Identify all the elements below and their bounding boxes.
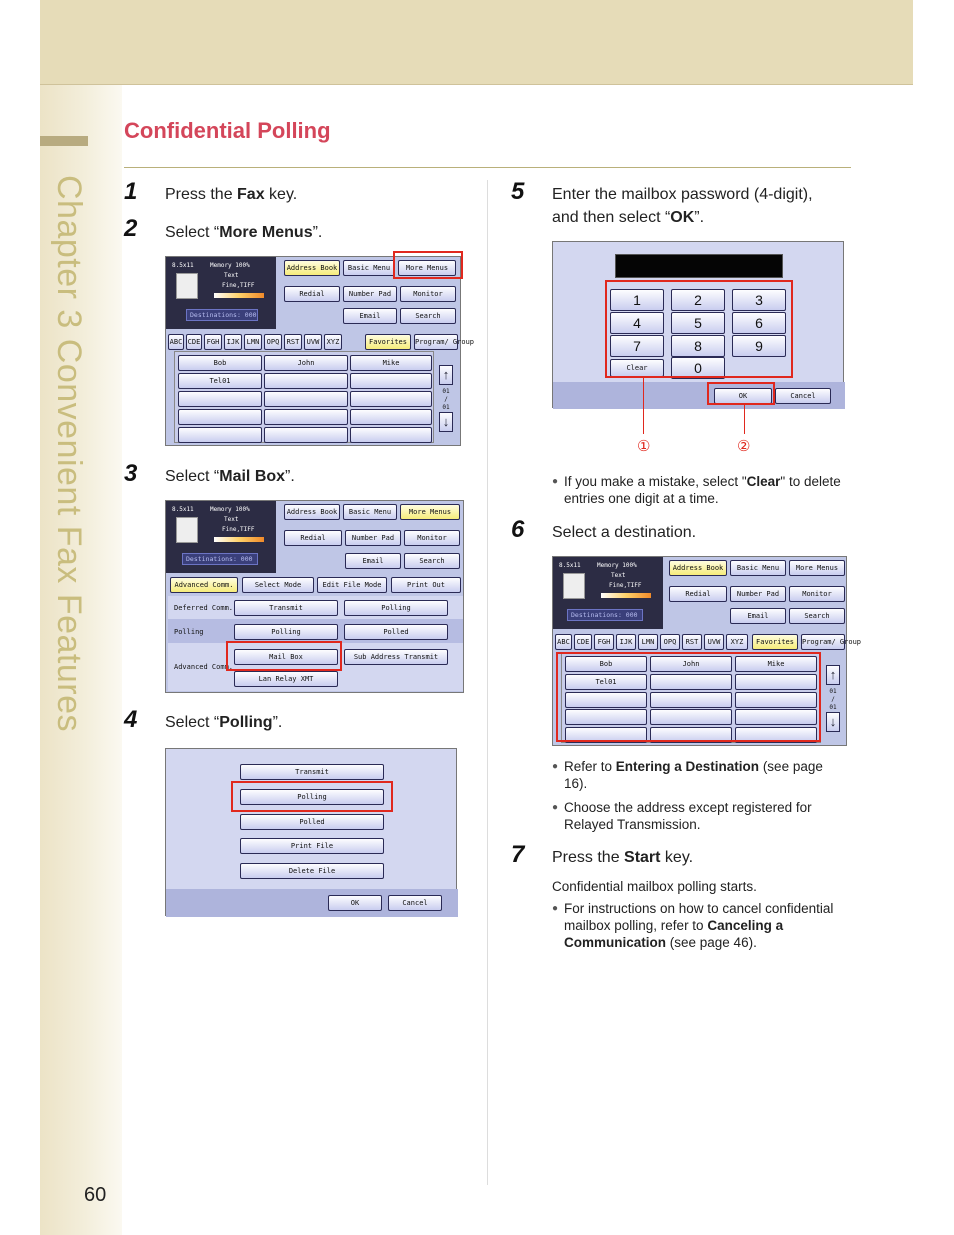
polled-button[interactable]: Polled bbox=[344, 624, 448, 640]
step-3-text bbox=[165, 465, 295, 488]
step-text-part: Press the bbox=[552, 849, 625, 866]
note-clear bbox=[552, 473, 842, 507]
screen-mail-box bbox=[165, 748, 457, 916]
tab-uvw[interactable]: UVW bbox=[704, 634, 724, 650]
contact-john[interactable]: John bbox=[264, 355, 348, 371]
email-button[interactable]: Email bbox=[730, 608, 786, 624]
lan-relay-xmt-button[interactable]: Lan Relay XMT bbox=[234, 671, 338, 687]
contact-empty[interactable] bbox=[350, 391, 432, 407]
highlight-polling bbox=[231, 781, 393, 812]
screen-fax-main bbox=[165, 256, 475, 446]
tab-opq[interactable]: OPQ bbox=[660, 634, 680, 650]
advanced-comm-label: Advanced Comm. bbox=[174, 663, 234, 671]
step-text-part: ”. bbox=[312, 224, 323, 241]
sub-address-transmit-button[interactable]: Sub Address Transmit bbox=[344, 649, 448, 665]
note-key-name: Clear bbox=[746, 474, 781, 489]
number-pad-button[interactable]: Number Pad bbox=[730, 586, 786, 602]
destinations-counter: Destinations: 000 bbox=[186, 309, 258, 321]
contact-john[interactable]: John bbox=[650, 656, 732, 672]
key-5[interactable]: 5 bbox=[671, 312, 725, 334]
ok-button[interactable]: OK bbox=[714, 388, 772, 404]
tab-cde[interactable]: CDE bbox=[574, 634, 592, 650]
callout-line-2 bbox=[744, 405, 745, 434]
step-number: 4 bbox=[124, 706, 138, 733]
contact-empty[interactable] bbox=[264, 391, 348, 407]
step-key-name: Start bbox=[624, 849, 661, 866]
destinations-counter: Destinations: 000 bbox=[567, 609, 643, 621]
page-indicator: 01 / 01 bbox=[442, 388, 450, 411]
step-key-name: OK bbox=[670, 209, 695, 226]
tab-xyz[interactable]: XYZ bbox=[726, 634, 748, 650]
tab-rst[interactable]: RST bbox=[284, 334, 302, 350]
callout-2: ② bbox=[737, 438, 751, 455]
highlight-keypad bbox=[605, 280, 793, 378]
step-text-line: Enter the mailbox password (4-digit), bbox=[552, 186, 813, 203]
title-divider bbox=[124, 167, 851, 168]
key-8[interactable]: 8 bbox=[671, 335, 725, 357]
tab-cde[interactable]: CDE bbox=[186, 334, 202, 350]
step-number: 1 bbox=[124, 178, 138, 205]
note-key-name: Canceling a Communication bbox=[564, 918, 784, 950]
contact-mike[interactable]: Mike bbox=[735, 656, 817, 672]
mail-box-button[interactable]: Mail Box bbox=[234, 649, 338, 665]
contrast-bar bbox=[601, 593, 651, 598]
key-7[interactable]: 7 bbox=[610, 335, 664, 357]
basic-menu-button[interactable]: Basic Menu bbox=[343, 504, 397, 520]
step-text-part: Press the bbox=[165, 186, 238, 203]
contact-tel01[interactable]: Tel01 bbox=[565, 674, 647, 690]
redial-button[interactable]: Redial bbox=[669, 586, 727, 602]
step-4-text bbox=[165, 711, 282, 734]
mailbox-transmit-button[interactable]: Transmit bbox=[240, 764, 384, 780]
note-text: (see page 46). bbox=[666, 935, 757, 950]
ok-button[interactable]: OK bbox=[328, 895, 382, 911]
quality-fine: Fine,TIFF bbox=[222, 282, 255, 289]
note-relayed-transmission: ● Choose the address except registered for Relayed Transmission. bbox=[552, 799, 848, 833]
tab-fgh[interactable]: FGH bbox=[204, 334, 222, 350]
note-text: (see page 16). bbox=[564, 759, 823, 791]
document-icon bbox=[176, 517, 198, 543]
key-1[interactable]: 1 bbox=[610, 289, 664, 311]
quality-text: Text bbox=[224, 272, 239, 279]
tab-ijk[interactable]: IJK bbox=[224, 334, 242, 350]
paper-size: 8.5x11 bbox=[172, 506, 194, 513]
deferred-comm-label: Deferred Comm. bbox=[174, 604, 234, 612]
step-key-name: Fax bbox=[237, 186, 265, 203]
step-key-name: More Menus bbox=[219, 224, 313, 241]
contrast-bar bbox=[214, 293, 264, 298]
polling-label: Polling bbox=[174, 628, 204, 636]
search-button[interactable]: Search bbox=[789, 608, 845, 624]
quality-fine: Fine,TIFF bbox=[222, 526, 255, 533]
memory-status: Memory 100% bbox=[597, 562, 637, 569]
redial-button[interactable]: Redial bbox=[284, 530, 342, 546]
document-icon bbox=[176, 273, 198, 299]
tab-program-group[interactable]: Program/ Group bbox=[801, 634, 845, 650]
highlight-mail-box bbox=[226, 641, 342, 671]
mailbox-polled-button[interactable]: Polled bbox=[240, 814, 384, 830]
note-entering-destination bbox=[552, 758, 848, 792]
more-menus-button[interactable]: More Menus bbox=[400, 504, 460, 520]
redial-button[interactable]: Redial bbox=[284, 286, 340, 302]
tab-select-mode[interactable]: Select Mode bbox=[242, 577, 314, 593]
tab-uvw[interactable]: UVW bbox=[304, 334, 322, 350]
contact-empty[interactable] bbox=[264, 373, 348, 389]
page-number: 60 bbox=[84, 1184, 107, 1206]
scroll-up-icon[interactable]: ↑ bbox=[826, 665, 840, 685]
highlight-ok bbox=[707, 382, 775, 405]
document-icon bbox=[563, 573, 585, 599]
clear-key[interactable]: Clear bbox=[610, 359, 664, 377]
tab-ijk[interactable]: IJK bbox=[616, 634, 636, 650]
note-cancel-instructions bbox=[552, 900, 842, 951]
step-key-name: Mail Box bbox=[219, 468, 286, 485]
step-number: 2 bbox=[124, 215, 138, 242]
quality-text: Text bbox=[224, 516, 239, 523]
step-number: 3 bbox=[124, 460, 138, 487]
tab-lmn[interactable]: LMN bbox=[244, 334, 262, 350]
email-button[interactable]: Email bbox=[343, 308, 397, 324]
contact-empty[interactable] bbox=[350, 427, 432, 443]
contact-empty[interactable] bbox=[264, 409, 348, 425]
tab-abc[interactable]: ABC bbox=[168, 334, 184, 350]
note-text: If you make a mistake, select " bbox=[564, 474, 747, 489]
step-text-part: ”. bbox=[285, 468, 295, 485]
step-text-part: Select “ bbox=[165, 468, 220, 485]
step-text-part: key. bbox=[660, 849, 694, 866]
key-2[interactable]: 2 bbox=[671, 289, 725, 311]
paper-size: 8.5x11 bbox=[559, 562, 581, 569]
key-3[interactable]: 3 bbox=[732, 289, 786, 311]
step-text-line bbox=[552, 206, 813, 229]
tab-print-out[interactable]: Print Out bbox=[391, 577, 461, 593]
paper-size: 8.5x11 bbox=[172, 262, 194, 269]
note-text: Refer to bbox=[564, 759, 616, 774]
more-menus-button[interactable]: More Menus bbox=[789, 560, 845, 576]
memory-status: Memory 100% bbox=[210, 262, 250, 269]
note-key-name: Entering a Destination bbox=[615, 759, 760, 774]
monitor-button[interactable]: Monitor bbox=[400, 286, 456, 302]
tab-edit-file-mode[interactable]: Edit File Mode bbox=[317, 577, 387, 593]
scroll-down-icon[interactable]: ↓ bbox=[439, 412, 453, 432]
mailbox-polling-button[interactable]: Polling bbox=[240, 789, 384, 805]
section-title: Confidential Polling bbox=[124, 118, 331, 143]
callout-line-1 bbox=[643, 378, 644, 434]
tab-advanced-comm[interactable]: Advanced Comm. bbox=[170, 577, 238, 593]
number-pad-button[interactable]: Number Pad bbox=[343, 286, 397, 302]
contact-empty[interactable] bbox=[178, 427, 262, 443]
contact-bob[interactable]: Bob bbox=[565, 656, 647, 672]
side-tab-marker bbox=[40, 136, 88, 146]
step-number: 6 bbox=[511, 516, 525, 543]
step-text-part: Select “ bbox=[165, 224, 220, 241]
search-button[interactable]: Search bbox=[400, 308, 456, 324]
step-5-text bbox=[552, 183, 813, 229]
scroll-down-icon[interactable]: ↓ bbox=[826, 712, 840, 732]
callout-1: ① bbox=[637, 438, 651, 455]
highlight-destinations bbox=[556, 652, 821, 742]
header-band bbox=[40, 0, 913, 85]
memory-status: Memory 100% bbox=[210, 506, 250, 513]
step-number: 7 bbox=[511, 841, 525, 868]
step-number: 5 bbox=[511, 178, 525, 205]
step-text-part: ”. bbox=[272, 714, 283, 731]
basic-menu-button[interactable]: Basic Menu bbox=[343, 260, 395, 276]
tab-lmn[interactable]: LMN bbox=[638, 634, 658, 650]
contact-empty[interactable] bbox=[350, 373, 432, 389]
search-button[interactable]: Search bbox=[404, 553, 460, 569]
contact-empty[interactable] bbox=[264, 427, 348, 443]
step-1-text bbox=[165, 183, 297, 206]
column-divider bbox=[487, 180, 488, 1185]
step-text-part: and then select “ bbox=[552, 209, 671, 226]
contact-empty[interactable] bbox=[178, 409, 262, 425]
page-indicator: 01 / 01 bbox=[829, 688, 837, 711]
contact-bob[interactable]: Bob bbox=[178, 355, 262, 371]
tab-favorites[interactable]: Favorites bbox=[365, 334, 411, 350]
cancel-button[interactable]: Cancel bbox=[388, 895, 442, 911]
scroll-up-icon[interactable]: ↑ bbox=[439, 365, 453, 385]
tab-program-group[interactable]: Program/ Group bbox=[414, 334, 458, 350]
tab-opq[interactable]: OPQ bbox=[264, 334, 282, 350]
tab-xyz[interactable]: XYZ bbox=[324, 334, 342, 350]
contact-empty[interactable] bbox=[178, 391, 262, 407]
monitor-button[interactable]: Monitor bbox=[789, 586, 845, 602]
chapter-label: Chapter 3 Convenient Fax Features bbox=[50, 175, 88, 733]
monitor-button[interactable]: Monitor bbox=[404, 530, 460, 546]
step-key-name: Polling bbox=[219, 714, 273, 731]
key-6[interactable]: 6 bbox=[732, 312, 786, 334]
quality-text: Text bbox=[611, 572, 626, 579]
deferred-polling-button[interactable]: Polling bbox=[344, 600, 448, 616]
note-text: For instructions on how to cancel confidential mailbox polling, refer to bbox=[564, 901, 834, 933]
cancel-button[interactable]: Cancel bbox=[775, 388, 831, 404]
quality-fine: Fine,TIFF bbox=[609, 582, 642, 589]
key-4[interactable]: 4 bbox=[610, 312, 664, 334]
tab-favorites[interactable]: Favorites bbox=[752, 634, 798, 650]
print-file-button[interactable]: Print File bbox=[240, 838, 384, 854]
key-9[interactable]: 9 bbox=[732, 335, 786, 357]
delete-file-button[interactable]: Delete File bbox=[240, 863, 384, 879]
tab-rst[interactable]: RST bbox=[682, 634, 702, 650]
destinations-counter: Destinations: 000 bbox=[182, 553, 258, 565]
contrast-bar bbox=[214, 537, 264, 542]
address-book-button[interactable]: Address Book bbox=[284, 260, 340, 276]
contact-tel01[interactable]: Tel01 bbox=[178, 373, 262, 389]
more-menus-button[interactable]: More Menus bbox=[398, 260, 456, 276]
email-button[interactable]: Email bbox=[345, 553, 401, 569]
contact-empty[interactable] bbox=[350, 409, 432, 425]
step-2-text bbox=[165, 221, 322, 244]
address-book-button[interactable]: Address Book bbox=[669, 560, 727, 576]
tab-abc[interactable]: ABC bbox=[555, 634, 572, 650]
step-6-text: Select a destination. bbox=[552, 524, 697, 541]
note-polling-starts: Confidential mailbox polling starts. bbox=[552, 879, 757, 894]
address-book-button[interactable]: Address Book bbox=[284, 504, 340, 520]
basic-menu-button[interactable]: Basic Menu bbox=[730, 560, 786, 576]
step-text-part: Select “ bbox=[165, 714, 220, 731]
number-pad-button[interactable]: Number Pad bbox=[345, 530, 401, 546]
deferred-transmit-button[interactable]: Transmit bbox=[234, 600, 338, 616]
step-7-text bbox=[552, 846, 693, 869]
highlight-more-menus bbox=[393, 251, 463, 279]
step-text-part: ”. bbox=[694, 209, 705, 226]
polling-button[interactable]: Polling bbox=[234, 624, 338, 640]
tab-fgh[interactable]: FGH bbox=[594, 634, 614, 650]
key-0[interactable]: 0 bbox=[671, 357, 725, 379]
password-field[interactable] bbox=[615, 254, 783, 278]
note-text: " to delete entries one digit at a time. bbox=[564, 474, 841, 506]
step-text-part: key. bbox=[264, 186, 298, 203]
contact-mike[interactable]: Mike bbox=[350, 355, 432, 371]
